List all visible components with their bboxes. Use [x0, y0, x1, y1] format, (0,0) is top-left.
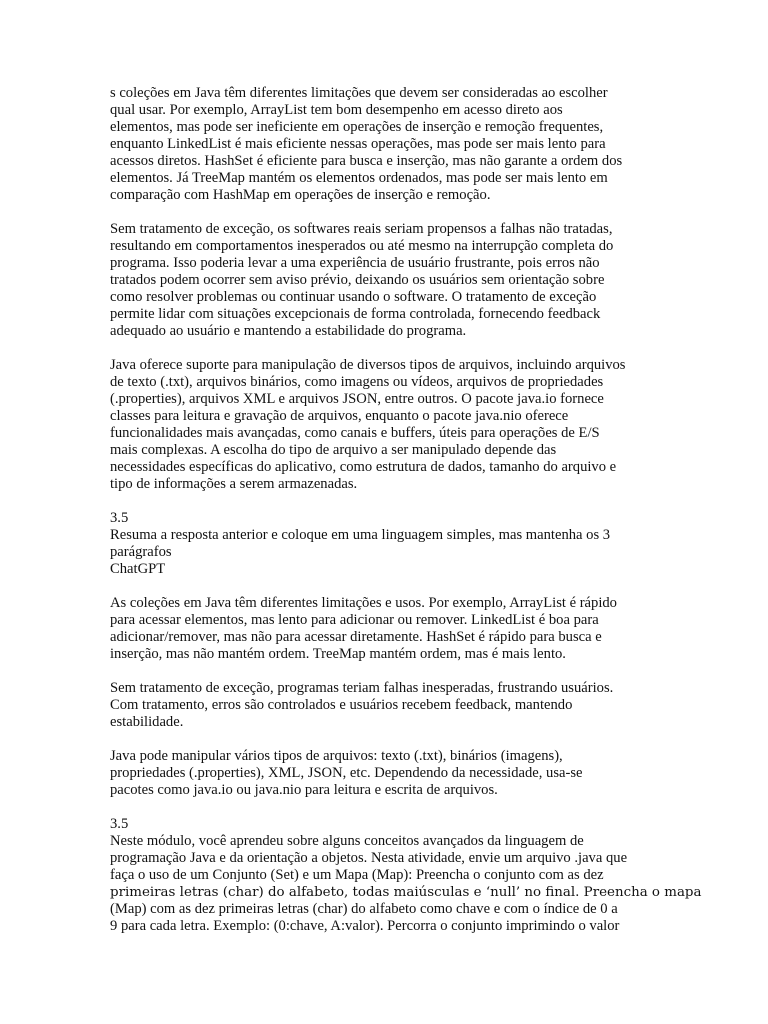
text-line: programa. Isso poderia levar a uma experiência de usuário frustrante, pois erros não — [110, 255, 600, 271]
author-label: ChatGPT — [110, 561, 166, 577]
paragraph-activity-instructions — [110, 816, 702, 935]
paragraph-file-handling — [110, 357, 662, 493]
text-line: 9 para cada letra. Exemplo: (0:chave, A:valor). Percorra o conjunto imprimindo o valor — [110, 918, 620, 934]
text-line: mais complexas. A escolha do tipo de arquivo a ser manipulado depende das — [110, 442, 557, 458]
text-line: (Map) com as dez primeiras letras (char) do alfabeto como chave e com o índice de 0 a — [110, 901, 618, 917]
text-line: Neste módulo, você aprendeu sobre alguns conceitos avançados da linguagem de — [110, 833, 584, 849]
text-line: faça o uso de um Conjunto (Set) e um Mapa (Map): Preencha o conjunto com as dez — [110, 867, 604, 883]
text-line: inserção, mas não mantém ordem. TreeMap mantém ordem, mas é mais lento. — [110, 646, 566, 662]
text-line: tratados podem ocorrer sem aviso prévio, deixando os usuários sem orientação sobre — [110, 272, 605, 288]
text-line: elementos, mas pode ser ineficiente em operações de inserção e remoção frequentes, — [110, 119, 604, 135]
text-line: tipo de informações a serem armazenadas. — [110, 476, 358, 492]
section-number: 3.5 — [110, 510, 129, 526]
document-page — [110, 85, 702, 952]
section-number: 3.5 — [110, 816, 129, 832]
text-line: enquanto LinkedList é mais eficiente nessas operações, mas pode ser mais lento para — [110, 136, 606, 152]
text-line: acessos diretos. HashSet é eficiente para busca e inserção, mas não garante a ordem dos — [110, 153, 623, 169]
text-line: Sem tratamento de exceção, os softwares reais seriam propensos a falhas não tratadas, — [110, 221, 613, 237]
text-line: As coleções em Java têm diferentes limitações e usos. Por exemplo, ArrayList é rápido — [110, 595, 617, 611]
text-line: como resolver problemas ou continuar usando o software. O tratamento de exceção — [110, 289, 597, 305]
text-line: (.properties), arquivos XML e arquivos JSON, entre outros. O pacote java.io fornece — [110, 391, 604, 407]
text-line: qual usar. Por exemplo, ArrayList tem bom desempenho em acesso direto aos — [110, 102, 563, 118]
paragraph-collections-limitations — [110, 85, 662, 204]
text-line: estabilidade. — [110, 714, 184, 730]
text-line: adicionar/remover, mas não para acessar diretamente. HashSet é rápido para busca e — [110, 629, 602, 645]
text-line: necessidades específicas do aplicativo, como estrutura de dados, tamanho do arquivo e — [110, 459, 617, 475]
text-line: s coleções em Java têm diferentes limitações que devem ser consideradas ao escolher — [110, 85, 608, 101]
text-line: parágrafos — [110, 544, 172, 560]
paragraph-summary-exceptions — [110, 680, 662, 731]
text-line: Java oferece suporte para manipulação de diversos tipos de arquivos, incluindo arquivos — [110, 357, 626, 373]
text-line: de texto (.txt), arquivos binários, como imagens ou vídeos, arquivos de propriedades — [110, 374, 604, 390]
text-line: para acessar elementos, mas lento para adicionar ou remover. LinkedList é boa para — [110, 612, 599, 628]
text-line: classes para leitura e gravação de arquivos, enquanto o pacote java.nio oferece — [110, 408, 569, 424]
text-line — [110, 884, 702, 901]
text-line: Com tratamento, erros são controlados e usuários recebem feedback, mantendo — [110, 697, 573, 713]
text-line: adequado ao usuário e mantendo a estabilidade do programa. — [110, 323, 467, 339]
text-line: programação Java e da orientação a objetos. Nesta atividade, envie um arquivo .java que — [110, 850, 628, 866]
text-line: propriedades (.properties), XML, JSON, etc. Dependendo da necessidade, usa-se — [110, 765, 583, 781]
text-line: funcionalidades mais avançadas, como canais e buffers, úteis para operações de E/S — [110, 425, 600, 441]
text-line: elementos. Já TreeMap mantém os elementos ordenados, mas pode ser mais lento em — [110, 170, 608, 186]
text-line: permite lidar com situações excepcionais de forma controlada, fornecendo feedback — [110, 306, 601, 322]
text-line-alt-font: primeiras letras (char) do alfabeto, todas maiúsculas e ‘null’ no final. Preencha o mapa — [110, 885, 702, 900]
text-line: Java pode manipular vários tipos de arquivos: texto (.txt), binários (imagens), — [110, 748, 563, 764]
paragraph-summary-files — [110, 748, 662, 799]
paragraph-prompt-summary — [110, 510, 662, 578]
text-line: pacotes como java.io ou java.nio para leitura e escrita de arquivos. — [110, 782, 498, 798]
paragraph-exception-handling — [110, 221, 662, 340]
paragraph-summary-collections — [110, 595, 662, 663]
text-line: Sem tratamento de exceção, programas teriam falhas inesperadas, frustrando usuários. — [110, 680, 614, 696]
text-line: Resuma a resposta anterior e coloque em uma linguagem simples, mas mantenha os 3 — [110, 527, 611, 543]
text-line: comparação com HashMap em operações de inserção e remoção. — [110, 187, 491, 203]
text-line: resultando em comportamentos inesperados ou até mesmo na interrupção completa do — [110, 238, 614, 254]
